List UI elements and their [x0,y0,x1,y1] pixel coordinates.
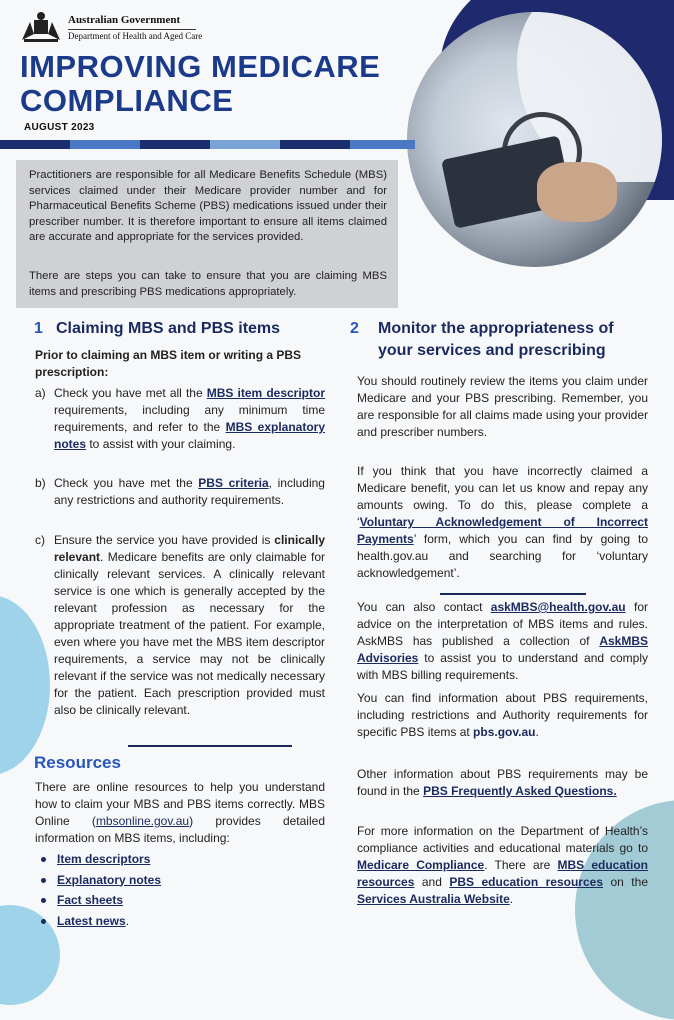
pbs-criteria-link[interactable]: PBS criteria [198,476,269,490]
government-name: Australian Government [68,14,181,26]
list-item-a: a) Check you have met all the MBS item descriptor requirements, including any minimum time requirements, and refer to the MBS explanatory notes to assist with your claiming. [35,386,326,451]
section-2-paragraph-1: You should routinely review the items you claim under Medicare and your PBS prescribing. Remember, you are responsible for all claims made using your provider and prescriber numbers. [357,374,648,439]
doctor-tablet-photo [407,12,662,267]
section-2-paragraph-5: Other information about PBS requirements may be found in the PBS Frequently Asked Questions. [357,767,648,798]
resources-list [37,849,161,931]
header-stripe [0,140,415,149]
services-australia-link[interactable]: Services Australia Website [357,892,510,906]
list-item-b: b) Check you have met the PBS criteria, including any restrictions and authority requirements. [35,476,325,507]
pbs-education-resources-link[interactable]: PBS education resources [449,875,604,889]
voluntary-acknowledgement-link[interactable]: Voluntary Acknowledgement of Incorrect Payments [357,515,648,546]
section-2-divider [440,593,586,595]
section-2-heading: 2 Monitor the appropriateness of your services and prescribing [350,320,614,359]
list-item [37,890,161,911]
intro-paragraph-1: Practitioners are responsible for all Medicare Benefits Schedule (MBS) services claimed under their Medicare provider number and for Pharmaceutical Benefits Scheme (PBS) medications issued under their prescriber number. It is therefore important to ensure all items claimed are accurate and appropriate for the services provided. [29,169,387,243]
intro-paragraph-2: There are steps you can take to ensure that you are claiming MBS items and prescribing PBS medications appropriately. [29,270,387,298]
mbs-explanatory-notes-link[interactable]: MBS explanatory notes [54,420,326,451]
section-1-heading: 1 Claiming MBS and PBS items [34,320,281,337]
page-title: IMPROVING MEDICARE COMPLIANCE [20,49,381,118]
latest-news-link[interactable]: Latest news [57,913,126,928]
askmbs-email-link[interactable]: askMBS@health.gov.au [490,600,626,614]
list-item-c: c) Ensure the service you have provided is clinically relevant. Medicare benefits are only claimable for clinically relevant services. A clinically relevant service is one which is generally accepted by the relevant profession as necessary for the appropriate treatment of the patient. For example, even where you have met the MBS item descriptor requirements, a service may not be clinically relevant if the service was not medically necessary for the patient. Each prescription provided must also be clinically relevant. [35,533,325,717]
coat-of-arms-icon [20,10,62,44]
pbs-faq-link[interactable]: PBS Frequently Asked Questions. [423,784,617,798]
list-item [37,870,161,891]
department-name: Department of Health and Aged Care [68,31,203,41]
section-2-paragraph-4: You can find information about PBS requirements, including restrictions and Authority requirements for specific PBS items at pbs.gov.au. [357,691,648,739]
list-item: Latest news. [37,911,161,932]
section-2-paragraph-6: For more information on the Department of Health’s compliance activities and educational materials go to Medicare Compliance. There are MBS education resources and PBS education resources on the Services Australia Website. [357,824,648,906]
intro-box [16,160,398,308]
mbs-education-resources-link[interactable]: MBS education resources [357,858,648,889]
explanatory-notes-link[interactable]: Explanatory notes [57,872,162,887]
section-1-lead: Prior to claiming an MBS item or writing a PBS prescription: [35,348,302,379]
mbs-item-descriptor-link[interactable]: MBS item descriptor [206,386,325,400]
mbsonline-link[interactable]: mbsonline.gov.au [95,814,190,828]
resources-heading: Resources [34,753,121,772]
list-item [37,849,161,870]
medicare-compliance-link[interactable]: Medicare Compliance [357,858,485,872]
pbs-website-link[interactable]: pbs.gov.au [473,725,536,739]
section-2-paragraph-2: If you think that you have incorrectly claimed a Medicare benefit, you can let us know and repay any amounts owing. To do this, please complete a ‘Voluntary Acknowledgement of Incorrect Payments’ form, which you can find by going to health.gov.au and searching for ‘voluntary acknowledgement’. [357,464,648,580]
section-2-paragraph-3: You can also contact askMBS@health.gov.au for advice on the interpretation of MBS items and rules. AskMBS has published a collection of AskMBS Advisories to assist you to understand and comply with MBS billing requirements. [357,600,648,682]
item-descriptors-link[interactable]: Item descriptors [57,852,151,866]
fact-sheets-link[interactable]: Fact sheets [57,893,124,907]
section-divider [128,745,292,747]
resources-intro: There are online resources to help you understand how to claim your MBS and PBS items correctly. MBS Online (mbsonline.gov.au) provides detailed information on MBS items, including: [35,780,325,845]
header-divider [68,29,196,30]
publication-date: AUGUST 2023 [24,122,95,133]
askmbs-advisories-link[interactable]: AskMBS Advisories [357,634,648,665]
